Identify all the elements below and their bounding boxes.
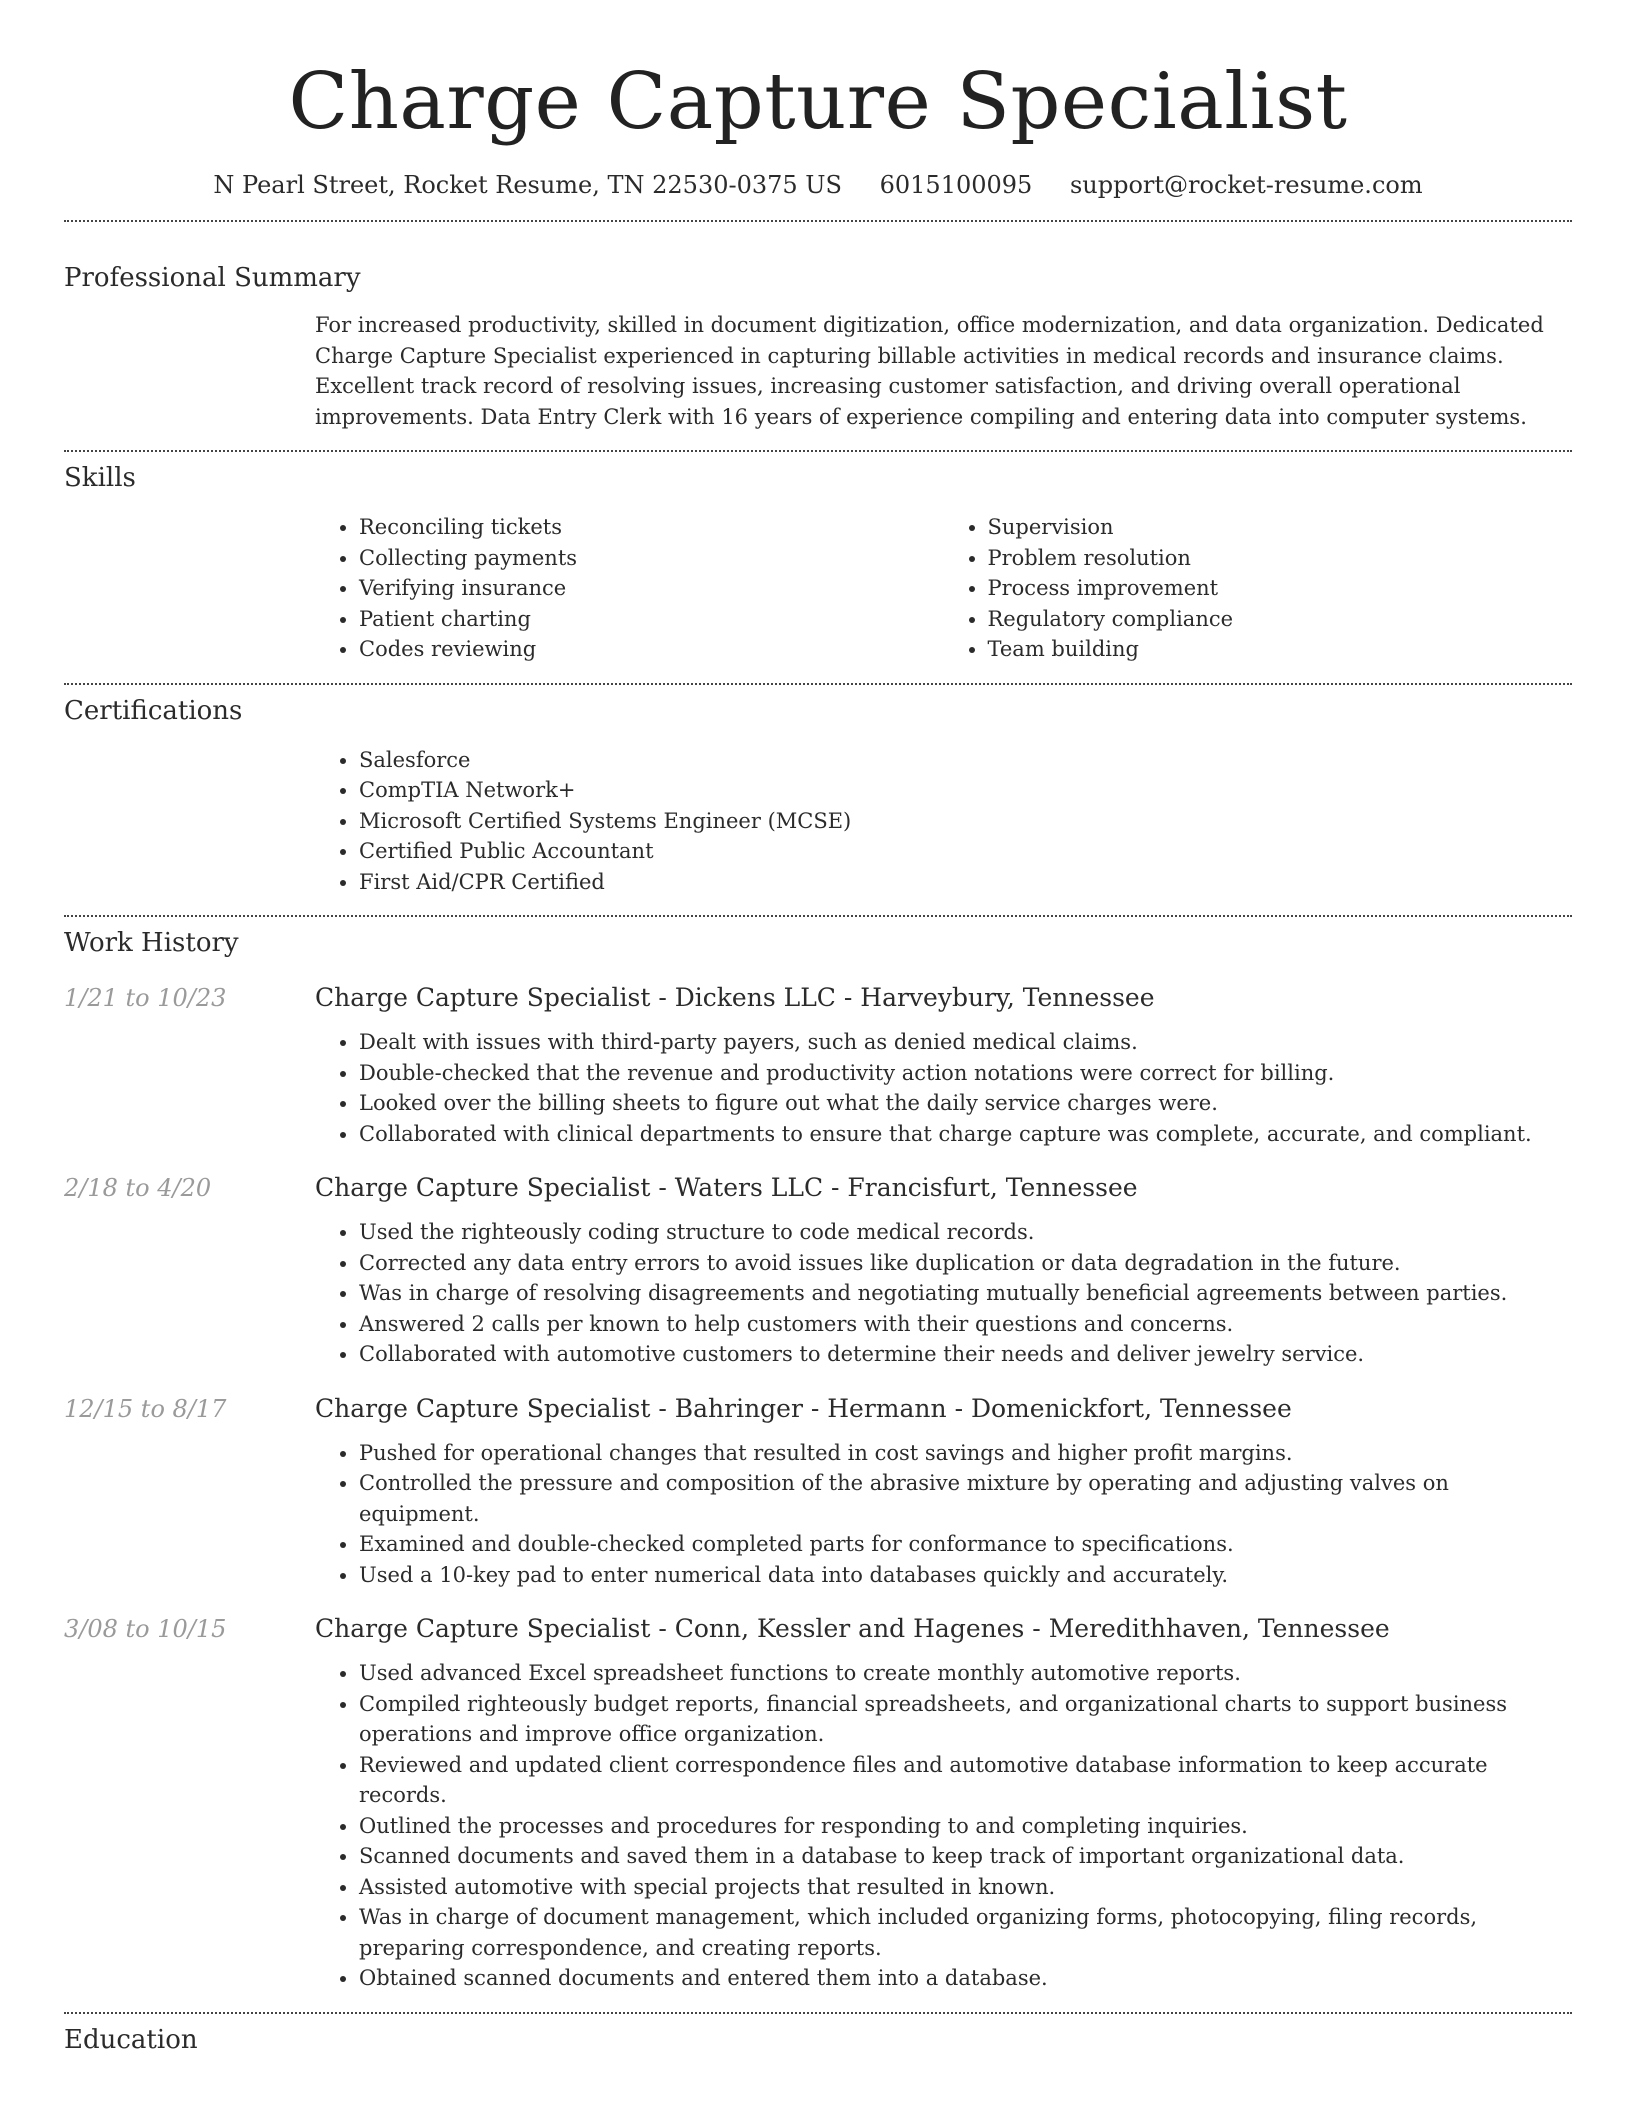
job-bullet: • Collaborated with automotive customers to determine their needs and deliver jewelry service.	[359, 1339, 1572, 1370]
job-bullet: • Answered 2 calls per known to help customers with their questions and concerns.	[359, 1309, 1572, 1340]
job-bullets	[315, 1217, 1572, 1370]
certification-item: • First Aid/CPR Certified	[359, 867, 1572, 898]
contact-line	[64, 168, 1572, 202]
job-title: Charge Capture Specialist - Waters LLC - Francisfurt, Tennessee	[315, 1173, 1138, 1202]
job-bullet: • Obtained scanned documents and entered them into a database.	[359, 1963, 1572, 1994]
skill-item: • Team building	[988, 634, 1573, 665]
job-bullet: • Used advanced Excel spreadsheet functions to create monthly automotive reports.	[359, 1658, 1572, 1689]
job-date: 1/21 to 10/23	[64, 984, 227, 1012]
work-history-heading: Work History	[64, 928, 239, 958]
skill-item: • Patient charting	[359, 604, 944, 635]
skills-list-left	[315, 512, 944, 665]
job-bullets	[315, 1438, 1572, 1591]
job-bullet: • Was in charge of document management, which included organizing forms, photocopying, filing records, preparing correspondence, and creating reports.	[359, 1902, 1572, 1963]
job-bullet: • Double-checked that the revenue and productivity action notations were correct for billing.	[359, 1058, 1572, 1089]
skills-section	[315, 512, 1572, 665]
job-bullet: • Corrected any data entry errors to avoid issues like duplication or data degradation in the future.	[359, 1248, 1572, 1279]
certification-item: • Microsoft Certified Systems Engineer (MCSE)	[359, 806, 1572, 837]
job-bullets	[315, 1658, 1572, 1994]
job-entry	[64, 1171, 1572, 1370]
job-bullet: • Compiled righteously budget reports, financial spreadsheets, and organizational charts to support business operations and improve office organization.	[359, 1689, 1572, 1750]
job-bullets	[315, 1027, 1572, 1149]
contact-phone: 6015100095	[879, 171, 1033, 199]
job-date: 3/08 to 10/15	[64, 1615, 227, 1643]
contact-address: N Pearl Street, Rocket Resume, TN 22530-0375 US	[213, 171, 842, 199]
skill-item: • Supervision	[988, 512, 1573, 543]
job-body	[315, 1171, 1572, 1370]
job-entry	[64, 1612, 1572, 1994]
job-body	[315, 1612, 1572, 1994]
skill-item: • Problem resolution	[988, 543, 1573, 574]
job-body	[315, 1392, 1572, 1591]
section-divider	[64, 2012, 1572, 2014]
certifications-list	[315, 745, 1572, 898]
certification-item: • Salesforce	[359, 745, 1572, 776]
skills-list-right	[944, 512, 1573, 665]
certification-item: • CompTIA Network+	[359, 775, 1572, 806]
job-bullet: • Dealt with issues with third-party payers, such as denied medical claims.	[359, 1027, 1572, 1058]
job-entry	[64, 1392, 1572, 1591]
job-title: Charge Capture Specialist - Bahringer - Hermann - Domenickfort, Tennessee	[315, 1393, 1292, 1423]
skill-item: • Reconciling tickets	[359, 512, 944, 543]
job-bullet: • Looked over the billing sheets to figure out what the daily service charges were.	[359, 1088, 1572, 1119]
contact-email[interactable]: support@rocket-resume.com	[1069, 171, 1423, 199]
candidate-name: Charge Capture Specialist	[288, 57, 1348, 147]
job-date: 2/18 to 4/20	[64, 1174, 212, 1202]
section-divider	[64, 450, 1572, 452]
job-bullet: • Reviewed and updated client correspondence files and automotive database information to keep accurate records.	[359, 1750, 1572, 1811]
job-date: 12/15 to 8/17	[64, 1394, 227, 1423]
section-divider	[64, 683, 1572, 685]
job-bullet: • Collaborated with clinical departments to ensure that charge capture was complete, accurate, and compliant.	[359, 1119, 1572, 1150]
certifications-heading: Certifications	[64, 695, 243, 726]
summary-section	[315, 310, 1572, 432]
skill-item: • Verifying insurance	[359, 573, 944, 604]
job-bullet: • Scanned documents and saved them in a database to keep track of important organizational data.	[359, 1841, 1572, 1872]
summary-text: For increased productivity, skilled in document digitization, office modernization, and data organization. Dedicated Charge Capture Specialist experienced in capturing billable activities in medical records and insurance claims. Excellent track record of resolving issues, increasing customer satisfaction, and driving overall operational improvements. Data Entry Clerk with 16 years of experience compiling and entering data into computer systems.	[315, 313, 1544, 429]
certifications-section	[315, 745, 1572, 898]
job-body	[315, 981, 1572, 1149]
job-entry	[64, 981, 1572, 1149]
job-title: Charge Capture Specialist - Conn, Kessler and Hagenes - Meredithhaven, Tennessee	[315, 1614, 1390, 1643]
job-bullet: • Pushed for operational changes that resulted in cost savings and higher profit margins.	[359, 1438, 1572, 1469]
job-bullet: • Used a 10-key pad to enter numerical data into databases quickly and accurately.	[359, 1560, 1572, 1591]
job-bullet: • Controlled the pressure and composition of the abrasive mixture by operating and adjusting valves on equipment.	[359, 1468, 1572, 1529]
skill-item: • Collecting payments	[359, 543, 944, 574]
skill-item: • Codes reviewing	[359, 634, 944, 665]
skill-item: • Process improvement	[988, 573, 1573, 604]
job-bullet: • Examined and double-checked completed parts for conformance to specifications.	[359, 1529, 1572, 1560]
certification-item: • Certified Public Accountant	[359, 836, 1572, 867]
skills-heading: Skills	[64, 463, 136, 493]
job-bullet: • Used the righteously coding structure to code medical records.	[359, 1217, 1572, 1248]
job-bullet: • Was in charge of resolving disagreements and negotiating mutually beneficial agreements between parties.	[359, 1278, 1572, 1309]
job-title: Charge Capture Specialist - Dickens LLC - Harveybury, Tennessee	[315, 983, 1155, 1012]
section-divider	[64, 915, 1572, 917]
section-divider	[64, 220, 1572, 222]
job-bullet: • Outlined the processes and procedures for responding to and completing inquiries.	[359, 1811, 1572, 1842]
job-bullet: • Assisted automotive with special projects that resulted in known.	[359, 1872, 1572, 1903]
skill-item: • Regulatory compliance	[988, 604, 1573, 635]
resume-page	[64, 0, 1572, 2058]
summary-heading: Professional Summary	[64, 263, 361, 293]
education-heading: Education	[64, 2024, 198, 2055]
